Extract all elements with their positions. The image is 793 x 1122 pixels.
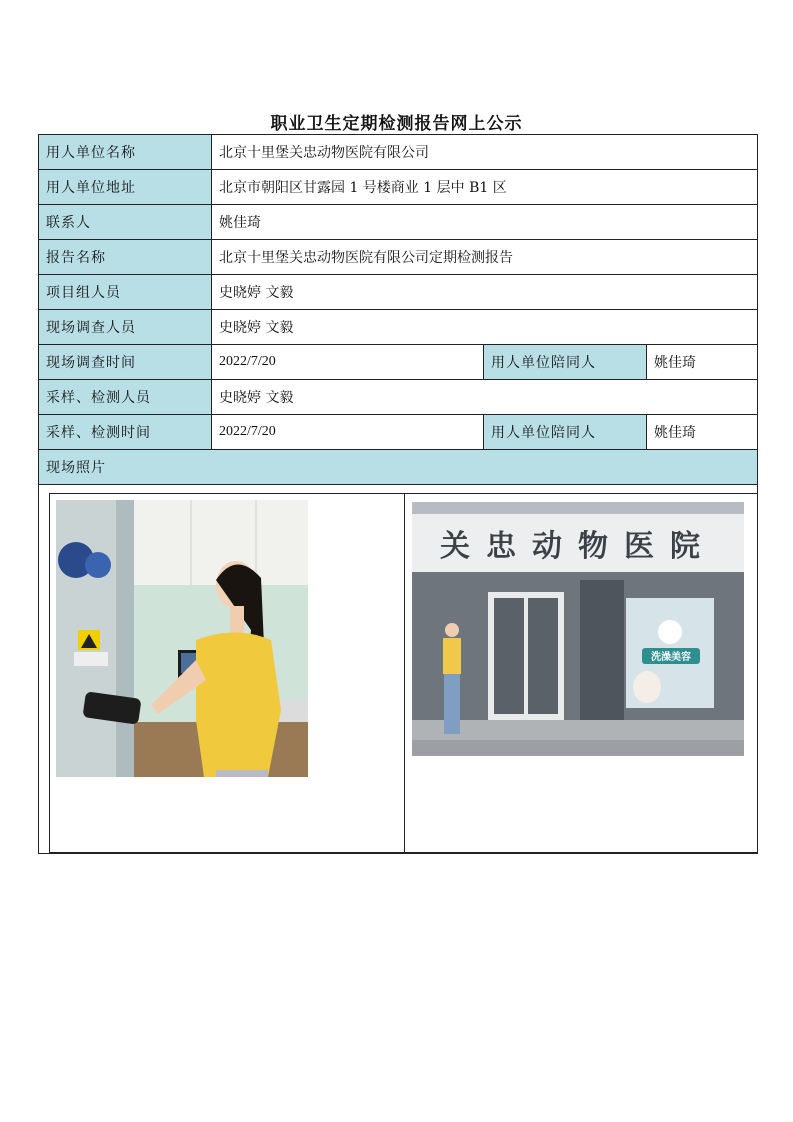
row-photos — [39, 485, 758, 854]
row-survey-staff — [39, 310, 758, 345]
row-contact — [39, 205, 758, 240]
sampling-escort-label: 用人单位陪同人 — [484, 415, 647, 450]
sampling-staff-label: 采样、检测人员 — [39, 380, 212, 415]
onsite-photo-measurement — [56, 500, 308, 777]
sampling-time-value: 2022/7/20 — [212, 415, 484, 450]
survey-staff-value: 史晓婷 文毅 — [212, 310, 758, 345]
document-title: 职业卫生定期检测报告网上公示 — [270, 114, 523, 134]
project-team-label: 项目组人员 — [39, 275, 212, 310]
sampling-staff-value: 史晓婷 文毅 — [212, 380, 758, 415]
contact-label: 联系人 — [39, 205, 212, 240]
onsite-photo-storefront — [412, 502, 744, 756]
row-employer-address — [39, 170, 758, 205]
disclosure-table — [38, 134, 758, 854]
survey-time-value: 2022/7/20 — [212, 345, 484, 380]
survey-time-label: 现场调查时间 — [39, 345, 212, 380]
row-sampling-time — [39, 415, 758, 450]
row-photos-header — [39, 450, 758, 485]
employer-name-label: 用人单位名称 — [39, 135, 212, 170]
sampling-time-label: 采样、检测时间 — [39, 415, 212, 450]
report-name-value: 北京十里堡关忠动物医院有限公司定期检测报告 — [212, 240, 758, 275]
sampling-escort-value: 姚佳琦 — [647, 415, 758, 450]
survey-staff-label: 现场调查人员 — [39, 310, 212, 345]
photo-cell-right — [404, 494, 758, 853]
storefront-sign-text: 关忠动物医院 — [439, 529, 716, 564]
survey-escort-value: 姚佳琦 — [647, 345, 758, 380]
contact-value: 姚佳琦 — [212, 205, 758, 240]
row-report-name — [39, 240, 758, 275]
survey-escort-label: 用人单位陪同人 — [484, 345, 647, 380]
photos-grid — [49, 493, 758, 853]
employer-address-label: 用人单位地址 — [39, 170, 212, 205]
report-name-label: 报告名称 — [39, 240, 212, 275]
photos-cell — [39, 485, 758, 854]
onsite-photo-storefront-image — [412, 502, 744, 756]
employer-name-value: 北京十里堡关忠动物医院有限公司 — [212, 135, 758, 170]
row-employer-name — [39, 135, 758, 170]
employer-address-value: 北京市朝阳区甘露园 1 号楼商业 1 层中 B1 区 — [212, 170, 758, 205]
row-survey-time — [39, 345, 758, 380]
row-sampling-staff — [39, 380, 758, 415]
project-team-value: 史晓婷 文毅 — [212, 275, 758, 310]
onsite-photo-measurement-image — [56, 500, 308, 777]
photo-cell-left — [50, 494, 405, 853]
window-sign-text: 洗澡美容 — [650, 652, 691, 663]
photos-label: 现场照片 — [39, 450, 758, 485]
row-project-team — [39, 275, 758, 310]
